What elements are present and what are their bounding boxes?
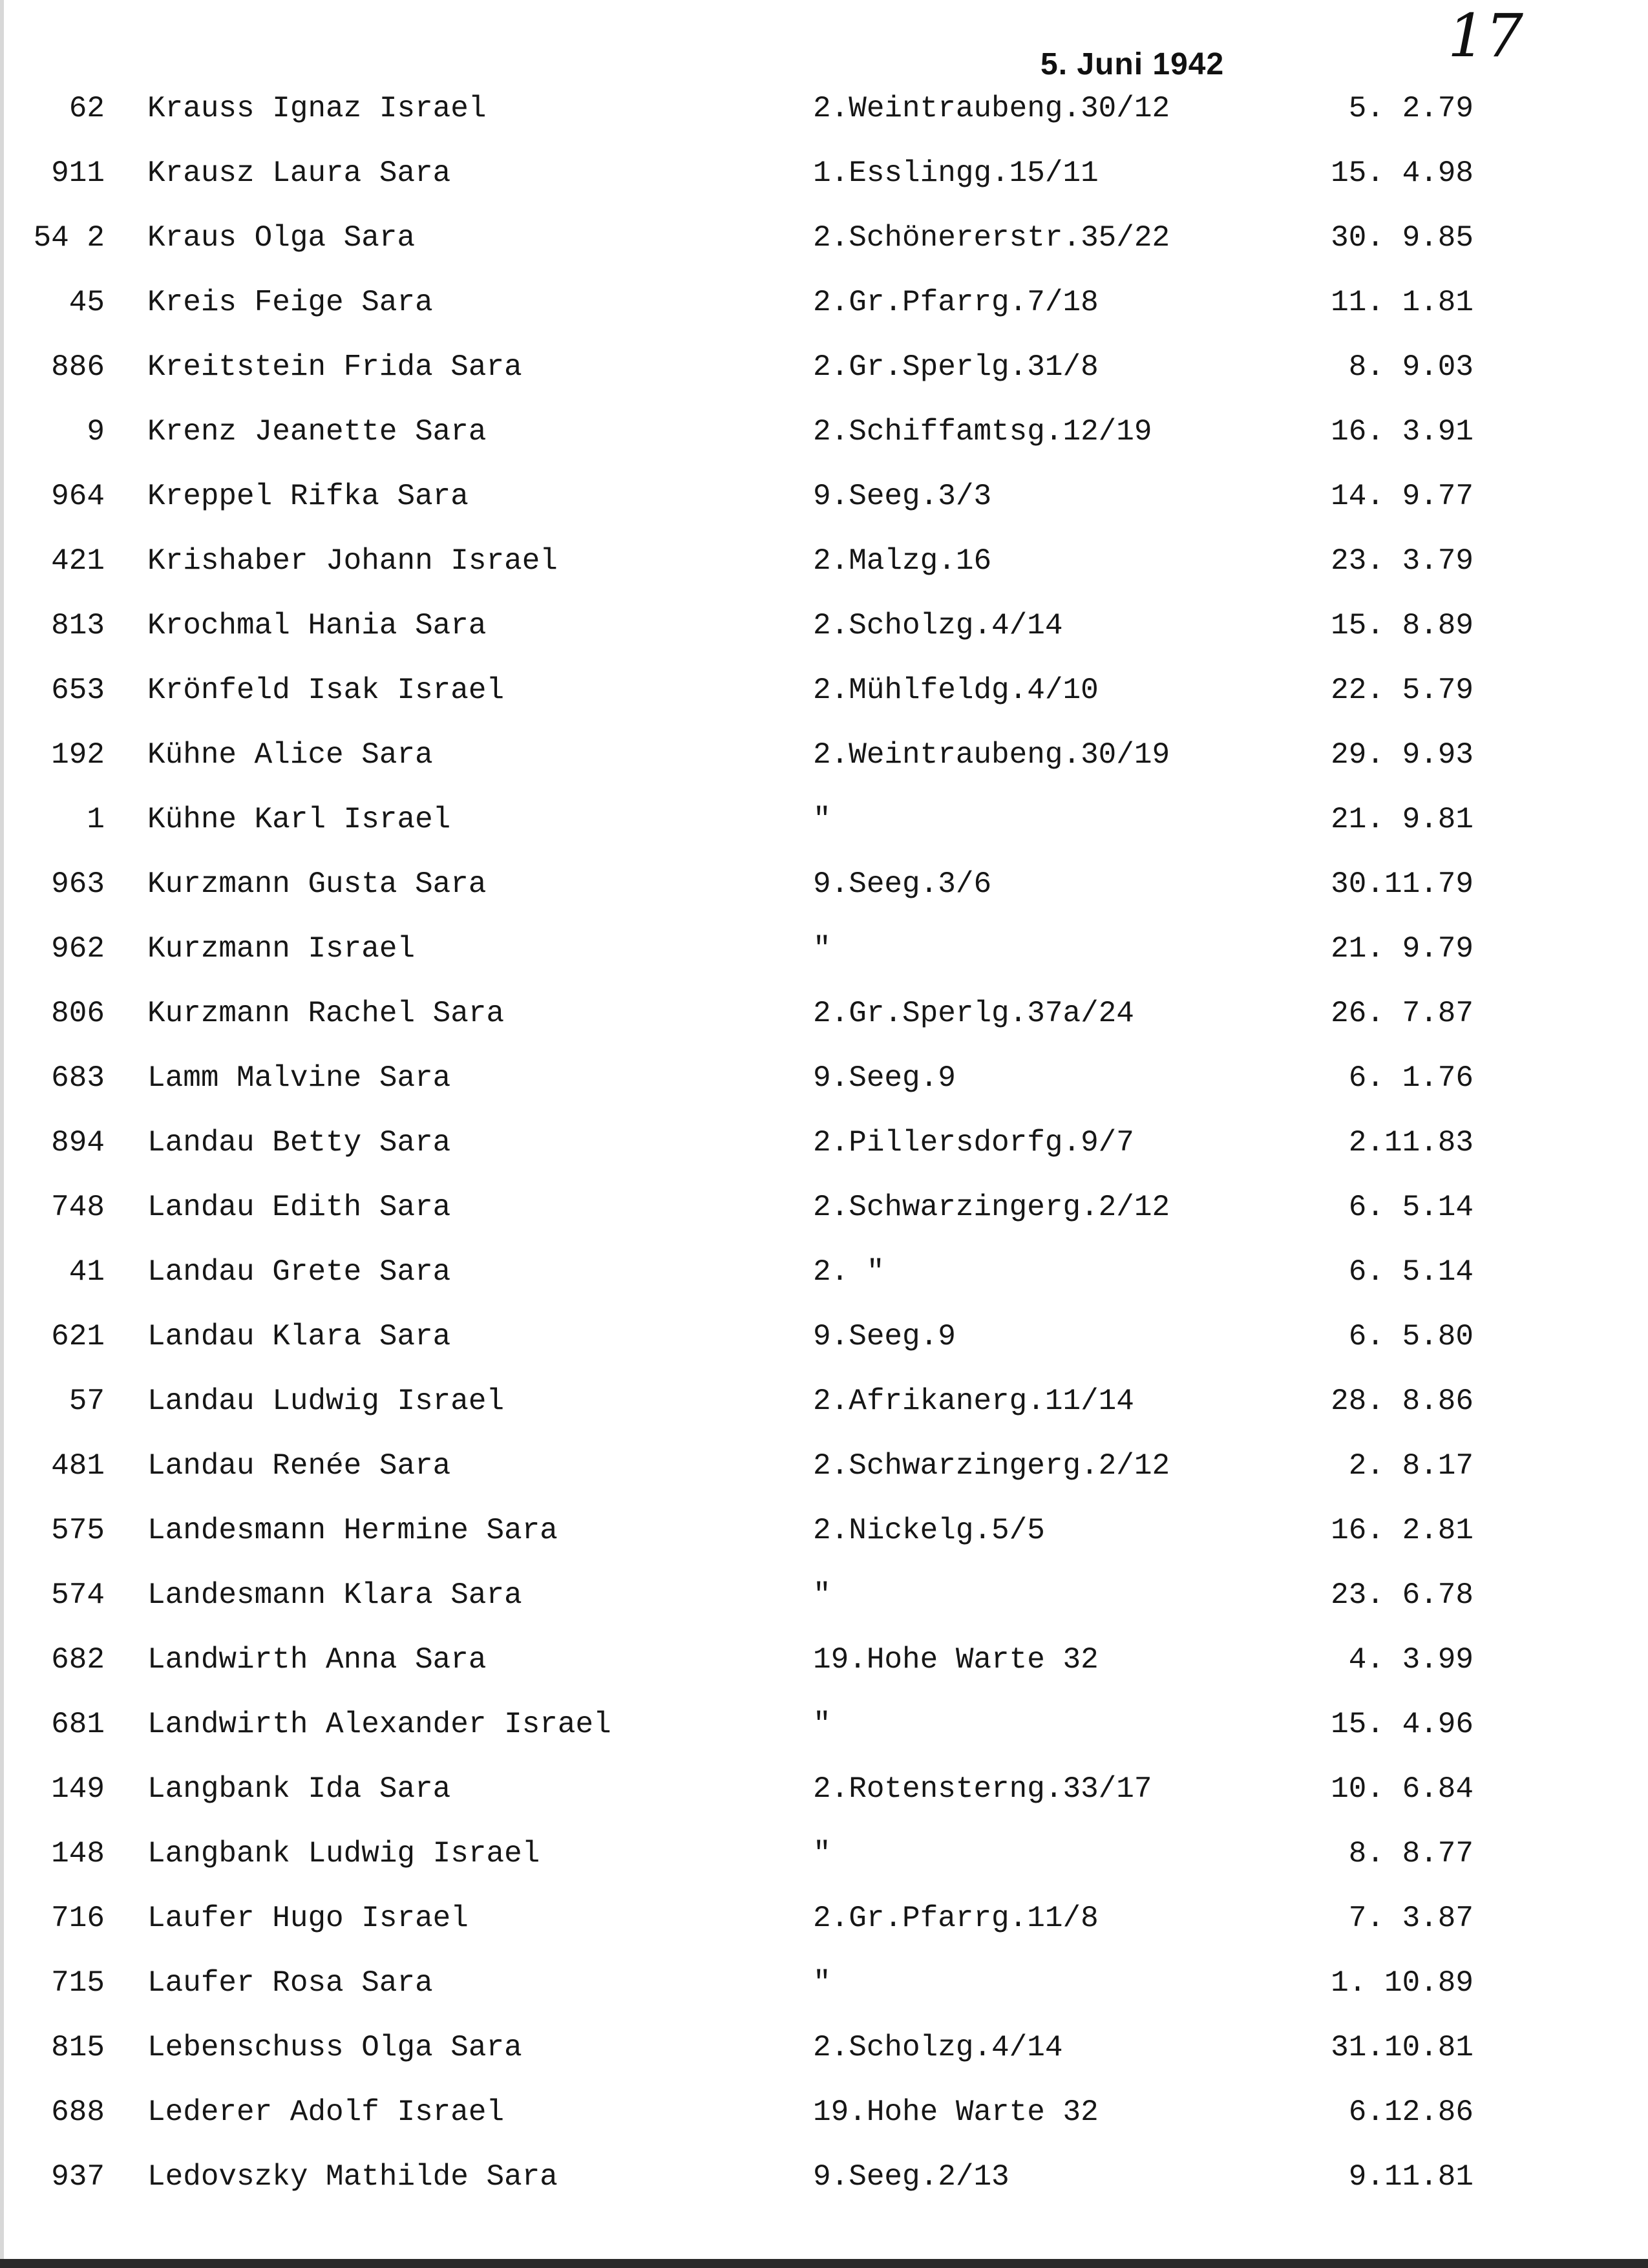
person-name: Kreppel Rifka Sara (147, 480, 469, 513)
birth-date: 23. 3.79 (1331, 544, 1474, 578)
entry-number: 813 (51, 609, 105, 642)
entry-number: 421 (51, 544, 105, 578)
person-name: Krishaber Johann Israel (147, 544, 558, 578)
entry-number: 962 (51, 932, 105, 966)
street-address: 2.Mühlfeldg.4/10 (813, 673, 1099, 707)
register-row (0, 1440, 1648, 1492)
register-row (0, 794, 1648, 845)
street-address: 2.Gr.Pfarrg.7/18 (813, 286, 1099, 319)
folio-number: 17 (1448, 1, 1524, 70)
birth-date: 10. 6.84 (1331, 1772, 1474, 1806)
person-name: Krönfeld Isak Israel (147, 673, 505, 707)
entry-number: 192 (51, 738, 105, 772)
person-name: Krauss Ignaz Israel (147, 92, 487, 125)
street-address: 2.Malzg.16 (813, 544, 992, 578)
person-name: Langbank Ludwig Israel (147, 1837, 540, 1871)
birth-date: 1. 10.89 (1331, 1966, 1474, 2000)
birth-date: 29. 9.93 (1331, 738, 1474, 772)
register-row (0, 1117, 1648, 1169)
birth-date: 6. 5.14 (1348, 1255, 1474, 1289)
person-name: Krenz Jeanette Sara (147, 415, 487, 449)
register-row (0, 1246, 1648, 1298)
person-name: Kreis Feige Sara (147, 286, 433, 319)
register-row (0, 2022, 1648, 2073)
person-name: Landau Betty Sara (147, 1126, 451, 1160)
entry-number: 481 (51, 1449, 105, 1483)
birth-date: 6. 5.14 (1348, 1191, 1474, 1224)
birth-date: 21. 9.81 (1331, 803, 1474, 836)
street-address: " (813, 803, 831, 836)
entry-number: 716 (51, 1902, 105, 1935)
entry-number: 149 (51, 1772, 105, 1806)
person-name: Landwirth Anna Sara (147, 1643, 487, 1677)
birth-date: 15. 4.98 (1331, 156, 1474, 190)
birth-date: 8. 9.03 (1348, 350, 1474, 384)
register-row (0, 2151, 1648, 2203)
person-name: Lederer Adolf Israel (147, 2095, 505, 2129)
entry-number: 62 (69, 92, 105, 125)
register-row (0, 535, 1648, 587)
birth-date: 15. 4.96 (1331, 1708, 1474, 1741)
entry-number: 911 (51, 156, 105, 190)
entry-number: 688 (51, 2095, 105, 2129)
person-name: Kühne Karl Israel (147, 803, 451, 836)
person-name: Landesmann Klara Sara (147, 1578, 522, 1612)
person-name: Kurzmann Israel (147, 932, 416, 966)
entry-number: 964 (51, 480, 105, 513)
entry-number: 886 (51, 350, 105, 384)
register-row (0, 1828, 1648, 1880)
street-address: 9.Seeg.3/6 (813, 867, 992, 901)
entry-number: 963 (51, 867, 105, 901)
person-name: Kreitstein Frida Sara (147, 350, 522, 384)
birth-date: 9.11.81 (1348, 2160, 1474, 2194)
person-name: Landwirth Alexander Israel (147, 1708, 611, 1741)
entry-number: 621 (51, 1320, 105, 1353)
person-name: Landau Renée Sara (147, 1449, 451, 1483)
street-address: 2.Weintraubeng.30/12 (813, 92, 1170, 125)
person-name: Krausz Laura Sara (147, 156, 451, 190)
register-row (0, 664, 1648, 716)
register-row (0, 1892, 1648, 1944)
birth-date: 16. 3.91 (1331, 415, 1474, 449)
street-address: 9.Seeg.9 (813, 1320, 956, 1353)
entry-number: 575 (51, 1514, 105, 1547)
register-row (0, 729, 1648, 781)
birth-date: 2.11.83 (1348, 1126, 1474, 1160)
person-name: Landesmann Hermine Sara (147, 1514, 558, 1547)
person-name: Lamm Malvine Sara (147, 1061, 451, 1095)
entry-number: 937 (51, 2160, 105, 2194)
register-row (0, 923, 1648, 975)
entry-number: 1 (87, 803, 105, 836)
birth-date: 6. 1.76 (1348, 1061, 1474, 1095)
street-address: 2.Weintraubeng.30/19 (813, 738, 1170, 772)
register-row (0, 212, 1648, 264)
person-name: Landau Ludwig Israel (147, 1384, 505, 1418)
register-row (0, 147, 1648, 199)
birth-date: 26. 7.87 (1331, 997, 1474, 1030)
street-address: " (813, 932, 831, 966)
birth-date: 31.10.81 (1331, 2031, 1474, 2064)
street-address: 2.Pillersdorfg.9/7 (813, 1126, 1134, 1160)
entry-number: 894 (51, 1126, 105, 1160)
birth-date: 6. 5.80 (1348, 1320, 1474, 1353)
birth-date: 8. 8.77 (1348, 1837, 1474, 1871)
street-address: 9.Seeg.3/3 (813, 480, 992, 513)
register-row (0, 341, 1648, 393)
birth-date: 2. 8.17 (1348, 1449, 1474, 1483)
register-row (0, 406, 1648, 458)
register-row (0, 83, 1648, 134)
register-row (0, 277, 1648, 328)
scan-bottom-edge (0, 2259, 1648, 2268)
street-address: 2.Schwarzingerg.2/12 (813, 1191, 1170, 1224)
street-address: 2. " (813, 1255, 885, 1289)
date-stamp: 5. Juni 1942 (1041, 47, 1225, 81)
register-row (0, 1052, 1648, 1104)
birth-date: 21. 9.79 (1331, 932, 1474, 966)
street-address: 2.Afrikanerg.11/14 (813, 1384, 1134, 1418)
person-name: Krochmal Hania Sara (147, 609, 487, 642)
entry-number: 806 (51, 997, 105, 1030)
person-name: Langbank Ida Sara (147, 1772, 451, 1806)
street-address: " (813, 1837, 831, 1871)
register-row (0, 1505, 1648, 1556)
birth-date: 22. 5.79 (1331, 673, 1474, 707)
entry-number: 715 (51, 1966, 105, 2000)
entry-number: 682 (51, 1643, 105, 1677)
person-name: Kurzmann Gusta Sara (147, 867, 487, 901)
person-name: Laufer Hugo Israel (147, 1902, 469, 1935)
person-name: Ledovszky Mathilde Sara (147, 2160, 558, 2194)
birth-date: 15. 8.89 (1331, 609, 1474, 642)
entry-number: 41 (69, 1255, 105, 1289)
birth-date: 23. 6.78 (1331, 1578, 1474, 1612)
street-address: " (813, 1578, 831, 1612)
birth-date: 28. 8.86 (1331, 1384, 1474, 1418)
register-row (0, 988, 1648, 1039)
birth-date: 30. 9.85 (1331, 221, 1474, 255)
birth-date: 14. 9.77 (1331, 480, 1474, 513)
street-address: 2.Schönererstr.35/22 (813, 221, 1170, 255)
register-row (0, 1634, 1648, 1686)
register-row (0, 1375, 1648, 1427)
street-address: 2.Gr.Sperlg.37a/24 (813, 997, 1134, 1030)
register-row (0, 2086, 1648, 2138)
street-address: 2.Schiffamtsg.12/19 (813, 415, 1152, 449)
entry-number: 45 (69, 286, 105, 319)
street-address: " (813, 1708, 831, 1741)
person-name: Landau Klara Sara (147, 1320, 451, 1353)
person-name: Kraus Olga Sara (147, 221, 416, 255)
street-address: 2.Nickelg.5/5 (813, 1514, 1045, 1547)
street-address: 9.Seeg.2/13 (813, 2160, 1009, 2194)
birth-date: 7. 3.87 (1348, 1902, 1474, 1935)
register-row (0, 858, 1648, 910)
entry-number: 54 2 (33, 221, 105, 255)
register-row (0, 1699, 1648, 1750)
register-row (0, 1763, 1648, 1815)
entry-number: 748 (51, 1191, 105, 1224)
birth-date: 11. 1.81 (1331, 286, 1474, 319)
street-address: 2.Gr.Pfarrg.11/8 (813, 1902, 1099, 1935)
street-address: 19.Hohe Warte 32 (813, 1643, 1099, 1677)
street-address: " (813, 1966, 831, 2000)
entry-number: 148 (51, 1837, 105, 1871)
register-row (0, 600, 1648, 652)
birth-date: 16. 2.81 (1331, 1514, 1474, 1547)
person-name: Kurzmann Rachel Sara (147, 997, 505, 1030)
person-name: Landau Grete Sara (147, 1255, 451, 1289)
entry-number: 683 (51, 1061, 105, 1095)
birth-date: 5. 2.79 (1348, 92, 1474, 125)
street-address: 2.Gr.Sperlg.31/8 (813, 350, 1099, 384)
register-row (0, 1569, 1648, 1621)
person-name: Lebenschuss Olga Sara (147, 2031, 522, 2064)
birth-date: 30.11.79 (1331, 867, 1474, 901)
entry-number: 653 (51, 673, 105, 707)
entry-number: 57 (69, 1384, 105, 1418)
entry-number: 815 (51, 2031, 105, 2064)
person-name: Landau Edith Sara (147, 1191, 451, 1224)
street-address: 2.Schwarzingerg.2/12 (813, 1449, 1170, 1483)
person-name: Laufer Rosa Sara (147, 1966, 433, 2000)
entry-number: 574 (51, 1578, 105, 1612)
register-row (0, 1182, 1648, 1233)
street-address: 19.Hohe Warte 32 (813, 2095, 1099, 2129)
entry-number: 681 (51, 1708, 105, 1741)
register-row (0, 1957, 1648, 2009)
street-address: 2.Scholzg.4/14 (813, 2031, 1063, 2064)
register-row (0, 1311, 1648, 1362)
street-address: 2.Rotensterng.33/17 (813, 1772, 1152, 1806)
register-row (0, 471, 1648, 522)
street-address: 9.Seeg.9 (813, 1061, 956, 1095)
birth-date: 6.12.86 (1348, 2095, 1474, 2129)
entry-number: 9 (87, 415, 105, 449)
birth-date: 4. 3.99 (1348, 1643, 1474, 1677)
street-address: 1.Esslingg.15/11 (813, 156, 1099, 190)
street-address: 2.Scholzg.4/14 (813, 609, 1063, 642)
person-name: Kühne Alice Sara (147, 738, 433, 772)
